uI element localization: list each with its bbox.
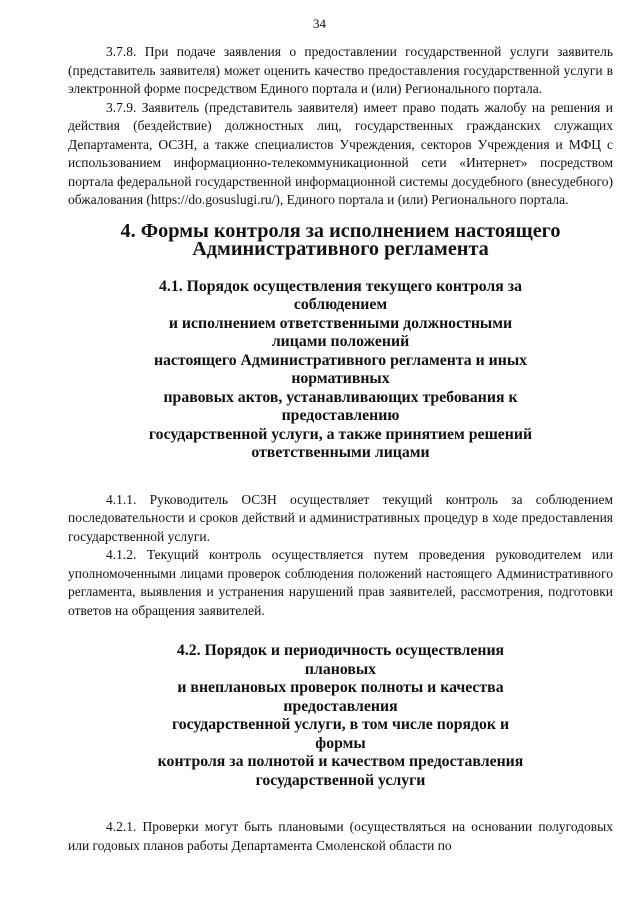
document-body: [68, 43, 613, 855]
section-4-1-heading: [68, 278, 613, 463]
heading-line: соблюдением: [293, 296, 388, 313]
heading-line: Административного регламента: [192, 238, 489, 260]
heading-line: контроля за полнотой и качеством предоставления: [157, 753, 524, 770]
heading-line: нормативных: [291, 370, 390, 387]
heading-line: формы: [315, 734, 366, 752]
heading-line: ответственными лицами: [251, 444, 430, 461]
paragraph-3-7-9: 3.7.9. Заявитель (представитель заявителя) имеет право подать жалобу на решения и действия (бездействие) должностных лиц, государственных гражданских служащих Департамента, ОСЗН, а также специалистов Учреждения, секторов Учреждения и МФЦ с использованием информационно-телекоммуникационной сети «Интернет» посредством портала федеральной государственной информационной системы досудебного (внесудебного) обжалования (https://do.gosuslugi.ru/), Единого портала и (или) Регионального портала.: [68, 99, 613, 207]
paragraph-4-2-1: 4.2.1. Проверки могут быть плановыми (осуществляться на основании полугодовых или годовых планов работы Департамента Смоленской области по: [68, 819, 613, 853]
heading-line: плановых: [304, 660, 377, 678]
heading-line: государственной услуги, а также принятием решений: [148, 425, 533, 443]
page-number: 34: [313, 16, 326, 31]
paragraph-4-1-2: 4.1.2. Текущий контроль осуществляется путем проведения руководителем или уполномоченными лицами проверок соблюдения положений настоящего Административного регламента, выявления и устранения нарушений прав заявителей, рассмотрения, подготовки ответов на обращения заявителей.: [68, 547, 613, 618]
heading-line: государственной услуги, в том числе порядок и: [171, 716, 510, 733]
heading-line: 4.2. Порядок и периодичность осуществления: [176, 642, 505, 659]
heading-line: настоящего Административного регламента и иных: [153, 351, 528, 369]
heading-line: государственной услуги: [255, 771, 426, 789]
heading-line: 4. Формы контроля за исполнением настоящего: [120, 219, 561, 242]
heading-line: предоставлению: [281, 407, 400, 424]
paragraph-3-7-8: 3.7.8. При подаче заявления о предоставлении государственной услуги заявитель (представитель заявителя) может оценить качество предоставления государственной услуги в электронной форме посредством Единого портала и (или) Регионального портала.: [68, 44, 613, 96]
section-4-2-heading: [68, 642, 613, 790]
heading-line: лицами положений: [271, 333, 410, 350]
heading-line: и исполнением ответственными должностными: [168, 314, 513, 332]
heading-line: 4.1. Порядок осуществления текущего контроля за: [159, 277, 522, 295]
heading-line: и внеплановых проверок полноты и качества: [177, 679, 504, 696]
heading-line: правовых актов, устанавливающих требования к: [163, 388, 518, 406]
heading-line: предоставления: [283, 697, 398, 715]
section-4-heading: [68, 219, 613, 260]
paragraph-4-1-1: 4.1.1. Руководитель ОСЗН осуществляет текущий контроль за соблюдением последовательности и сроков действий и административных процедур в ходе предоставления государственной услуги.: [68, 491, 613, 544]
